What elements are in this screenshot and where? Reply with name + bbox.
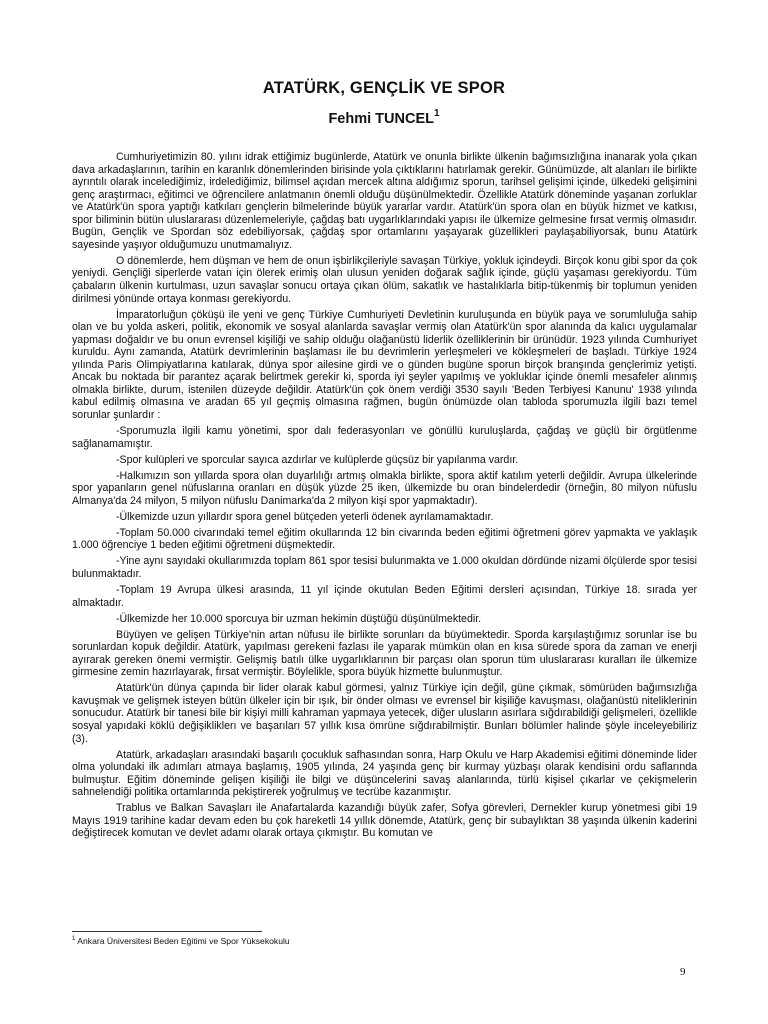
author-name: Fehmi TUNCEL: [328, 110, 434, 127]
paragraph: -Spor kulüpleri ve sporcular sayıca azdırlar ve kulüplerde güçsüz bir yapılanma vardır.: [116, 453, 519, 466]
paragraph: -Yine aynı sayıdaki okullarımızda toplam 861 spor tesisi bulunmakta ve 1.000 okuldan dördünde nizami ölçülerde spor tesisi bulunmaktadır.: [72, 555, 697, 580]
page-title: ATATÜRK, GENÇLİK VE SPOR: [262, 79, 506, 97]
paragraph: İmparatorluğun çöküşü ile yeni ve genç Türkiye Cumhuriyeti Devletinin kuruluşunda en büyük paya ve sorumluluğa sahip olan ve bu yolda askeri, politik, ekonomik ve sosyal alanlarda savaşlar vermiş olan Atatürk'ün spor alanında da kalıcı uygulamalar yapması doğaldır ve bu onun evrensel kişiliği ve sahip olduğu olağanüstü liderlik özelliklerinin bir ürünüdür. 1923 yılında Cumhuriyet kuruldu. Aynı zamanda, Atatürk devrimlerinin başlaması ile bu devrimlerin yerleşmeleri ve kökleşmeleri de başladı. Türkiye 1924 yılında Paris Olimpiyatlarına katılarak, dünya spor ailesine girdi ve o günden bugüne sporun birçok branşında gençlerimiz yetişti. Ancak bu noktada bir parantez açarak belirtmek gerekir ki, sporda iyi şeyler yapılmış ve yokluklar içinde önemli mesafeler alınmış olmakla birlikte, durum, istenilen düzeyde değildir. Atatürk'ün çok önem verdiği 3530 sayılı 'Beden Terbiyesi Kanunu' 1938 yılında kabul edilmiş olmasına ve aradan 65 yıl geçmiş olmasına rağmen, bugün önümüzde olan tabloda sporumuzla ilgili bazı temel sorunlar şunlardır :: [72, 308, 697, 421]
paragraph: -Sporumuzla ilgili kamu yönetimi, spor dalı federasyonları ve gönüllü kuruluşlarda, çağdaş ve güçlü bir örgütlenme sağlanamamıştır.: [72, 424, 697, 450]
author-footnote-mark: 1: [433, 108, 440, 119]
paragraph: Cumhuriyetimizin 80. yılını idrak ettiğimiz bugünlerde, Atatürk ve onunla birlikte ülkenin bağımsızlığına inanarak yola çıkan dava arkadaşlarının, tarihin en karanlık dönemlerinden birisinde yola çıktıklarını hatırlamak gerekir. Günümüzde, alt alanları ile birlikte ayrıntılı olarak incelediğimiz, irdelediğimiz, bilimsel açıdan mercek altına aldığımız sporun, tarihsel gelişimi içinde, ülkedeki gelişimini genç araştırmacı, eğitimci ve öğrencilere anlatmanın önemli olduğu düşünülmektedir. Özellikle Atatürk döneminde yaşanan zorluklar ve Atatürk'ün spora yaptığı katkıları gençlerin bilmelerinde büyük yararlar vardır. Atatürk'ün spora olan en büyük hizmet ve katkısı, spor biliminin bütün uluslararası düzenlemeleriyle, çağdaş batı uygarlıklarındaki yapısı ile ülkemize gelmesine fırsat vermiş olmasıdır. Bugün, Gençlik ve Spordan söz edebiliyorsak, çağdaş spor ortamlarını yaşayarak güzellikleri paylaşabiliyorsak, bunu Atatürk sayesinde yaşıyor olduğumuzu unutmamalıyız.: [72, 151, 697, 251]
paragraph: -Toplam 19 Avrupa ülkesi arasında, 11 yıl içinde okutulan Beden Eğitimi dersleri açısından, Türkiye 18. sırada yer almaktadır.: [72, 584, 697, 609]
paragraph: -Ülkemizde her 10.000 sporcuya bir uzman hekimin düştüğü düşünülmektedir.: [116, 612, 482, 625]
paragraph: Büyüyen ve gelişen Türkiye'nin artan nüfusu ile birlikte sorunları da büyümektedir. Sporda karşılaştığımız sorunlar ise bu sorunlardan kopuk değildir. Atatürk, yapılması gerekeni fazlası ile yaparak mümkün olan en kısa sürede spora da zaman ve enerji ayırarak gereken önemi vermiştir. Gelişmiş batılı ülke uygarlıklarının bir parçası olan sporun tüm uluslararası kuralları ile ülkemize girmesine zemin hazırlayarak, fırsat vermiştir. Böylelikle, spora büyük hizmette bulunmuştur.: [72, 628, 697, 679]
paragraph: -Toplam 50.000 civarındaki temel eğitim okullarında 12 bin civarında beden eğitimi öğretmeni görev yapmakta ve yaklaşık 1.000 öğrenciye 1 beden eğitimi öğretmeni düşmektedir.: [72, 526, 697, 552]
paragraph: O dönemlerde, hem düşman ve hem de onun işbirlikçileriyle savaşan Türkiye, yokluk içindeydi. Birçok konu gibi spor da çok yeniydi. Gençliği siperlerde vatan için ölerek erimiş olan ulusun yeniden doğarak sağlık içinde, güçlü yaşaması gerekiyordu. Tüm çabaların ülkenin kurtulması, uzun savaşlar sonucu ortaya çıkan ölüm, sakatlık ve hastalıklarla bitip-tükenmiş bir toplumun yeniden dirilmesi yönünde ortaya konması gerekiyordu.: [72, 254, 697, 305]
footnote-text: Ankara Üniversitesi Beden Eğitimi ve Spor Yüksekokulu: [77, 936, 290, 946]
paragraph: -Halkımızın son yıllarda spora olan duyarlılığı artmış olmakla birlikte, spora aktif katılım yeterli değildir. Avrupa ülkelerinde spor yapanların genel nüfuslarına oranları en düşük yüzde 25 iken, ülkemizde bu oran bindelerdedir (örneğin, 80 milyon nüfuslu Almanya'da 24 milyon, 5 milyon nüfuslu Danimarka'da 2 milyon kişi spor yapmaktadır).: [72, 469, 697, 507]
paragraph: -Ülkemizde uzun yıllardır spora genel bütçeden yeterli ödenek ayrılamamaktadır.: [116, 510, 494, 523]
paragraph: Atatürk, arkadaşları arasındaki başarılı çocukluk safhasından sonra, Harp Okulu ve Harp Akademisi eğitimi döneminde lider olma yolundaki ilk adımları atmaya başlamış, 1905 yılında, 24 yaşında genç bir kurmay yüzbaşı olarak kendisini ordu saflarında bulmuştur. Eğitim döneminde gelişen kişiliği ile bilgi ve düşüncelerini savaş alanlarında, türlü kişisel çıkarlar ve çekişmelerin sahnelendiği politika ortamlarında pekiştirerek yoğrulmuş ve tecrübe kazanmıştır.: [72, 748, 697, 799]
page-number: 9: [680, 966, 686, 978]
paragraph: Trablus ve Balkan Savaşları ile Anafartalarda kazandığı büyük zafer, Sofya görevleri, Dernekler kurup yönetmesi gibi 19 Mayıs 1919 tarihine kadar devam eden bu çok hareketli 14 yıllık dönemde, Atatürk, genç bir subaylıktan 38 yaşında ülkenin kaderini değiştirecek komutan ve devlet adamı olarak ortaya çıkmıştır. Bu komutan ve: [72, 802, 697, 840]
paragraph: Atatürk'ün dünya çapında bir lider olarak kabul görmesi, yalnız Türkiye için değil, güne çıkmak, sömürüden bağımsızlığa kavuşmak ve gelişmek isteyen bütün ülkeler için bir ışık, bir önder olması ve evrensel bir kişiliğe kavuşması, olağanüstü niteliklerinin sonucudur. Atatürk bir tanesi bile bir kişiyi milli kahraman yapmaya yetecek, diğer ulusların asırlara sığdırabildiği gelişmeleri, özellikle sosyal yapıdaki köklü değişikliklerı ve başarıları 57 yıllık kısa ömrüne sığdırabilmiştir. Bunları bölümler halinde şöyle inceleyebiliriz (3).: [72, 682, 697, 745]
author-line: [0, 109, 768, 127]
footnote-mark: 1: [72, 936, 76, 943]
footnote-divider: [72, 931, 262, 932]
footnote: [72, 936, 290, 946]
article-body: [72, 151, 697, 843]
